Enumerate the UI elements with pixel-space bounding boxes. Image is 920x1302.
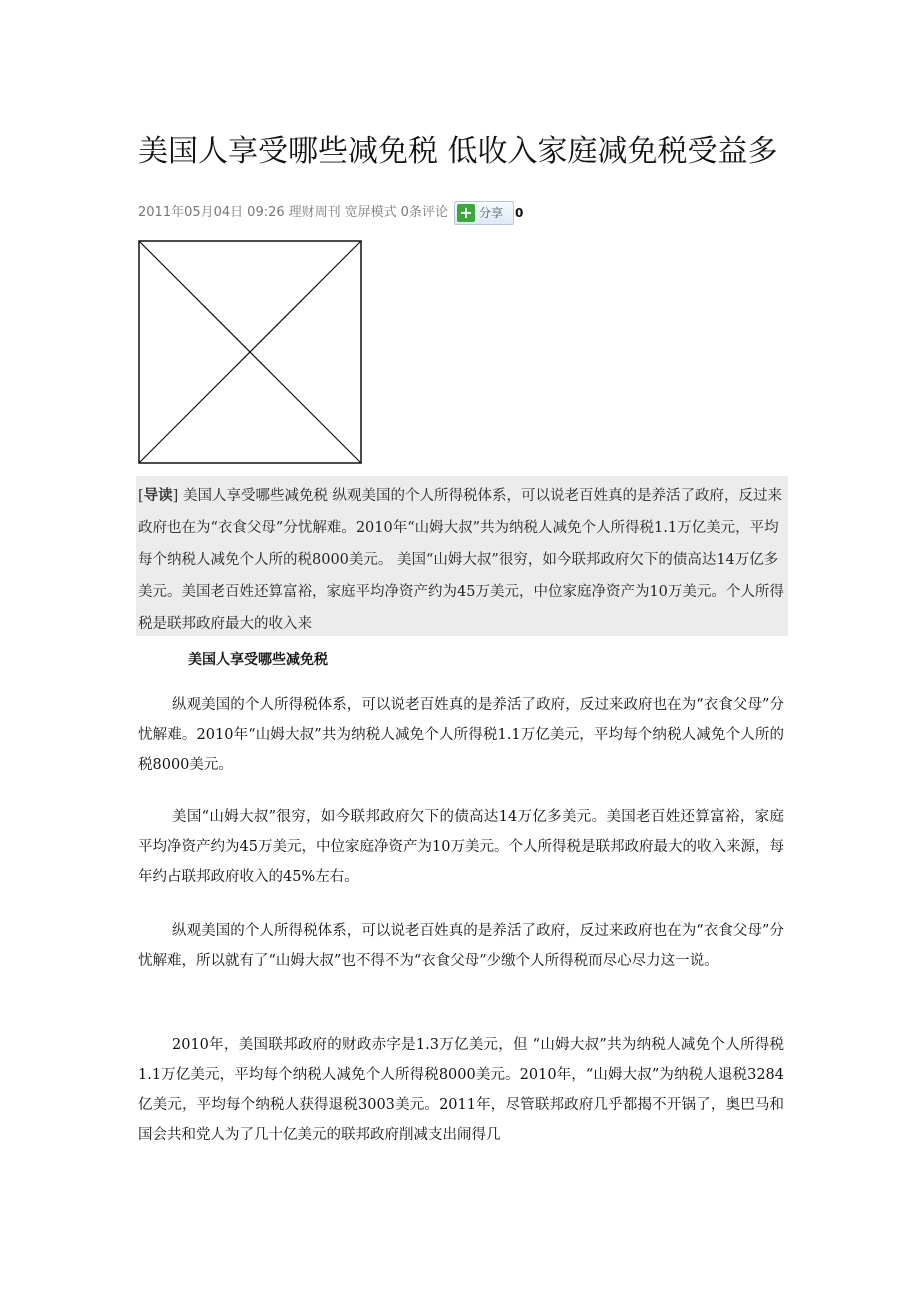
comments-link[interactable]: 0条评论 xyxy=(400,205,448,220)
paragraph: 2010年，美国联邦政府的财政赤字是1.3万亿美元，但 “山姆大叔”共为纳税人减免个人所得税1.1万亿美元，平均每个纳税人减免个人所得税8000美元。2010年，“山姆大叔”为纳税人退税3284亿美元，平均每个纳税人获得退税3003美元。2011年，尽管联邦政府几乎都揭不开锅了，奥巴马和国会共和党人为了几十亿美元的联邦政府削减支出闹得几 xyxy=(138,1037,784,1143)
share-count: 0 xyxy=(514,206,524,220)
paragraph: 纵观美国的个人所得税体系，可以说老百姓真的是养活了政府，反过来政府也在为“衣食父母”分忧解难。2010年“山姆大叔”共为纳税人减免个人所得税1.1万亿美元，平均每个纳税人减免个人所的税8000美元。 xyxy=(138,697,784,773)
paragraph: 纵观美国的个人所得税体系，可以说老百姓真的是养活了政府，反过来政府也在为“衣食父母”分忧解难，所以就有了“山姆大叔”也不得不为“衣食父母”少缴个人所得税而尽心尽力这一说。 xyxy=(138,923,784,969)
article-source[interactable]: 理财周刊 xyxy=(288,205,341,220)
wide-mode-link[interactable]: 宽屏模式 xyxy=(344,205,397,220)
lead-label: [导读] xyxy=(138,488,179,504)
section-heading: 美国人享受哪些减免税 xyxy=(188,652,328,668)
article-title: 美国人享受哪些减免税 低收入家庭减免税受益多 xyxy=(138,134,778,169)
share-label: 分享 xyxy=(478,206,503,220)
plus-icon: + xyxy=(457,204,475,222)
publish-date: 2011年05月04日 xyxy=(138,205,244,220)
paragraph: 美国“山姆大叔”很穷，如今联邦政府欠下的债高达14万亿多美元。美国老百姓还算富裕，家庭平均净资产约为45万美元，中位家庭净资产为10万美元。个人所得税是联邦政府最大的收入来源，每年约占联邦政府收入的45%左右。 xyxy=(138,809,784,885)
publish-time: 09:26 xyxy=(247,205,285,220)
lead-text: 美国人享受哪些减免税 纵观美国的个人所得税体系，可以说老百姓真的是养活了政府，反过来政府也在为“衣食父母”分忧解难。2010年“山姆大叔”共为纳税人减免个人所得税1.1万亿美元，平均每个纳税人减免个人所的税8000美元。 美国“山姆大叔”很穷，如今联邦政府欠下的债高达14万亿多美元。美国老百姓还算富裕，家庭平均净资产约为45万美元，中位家庭净资产为10万美元。个人所得税是联邦政府最大的收入来 xyxy=(138,488,784,632)
article-meta xyxy=(138,200,527,226)
article-lead xyxy=(136,476,788,636)
broken-image-placeholder-icon xyxy=(138,240,362,464)
share-button[interactable] xyxy=(454,201,514,225)
